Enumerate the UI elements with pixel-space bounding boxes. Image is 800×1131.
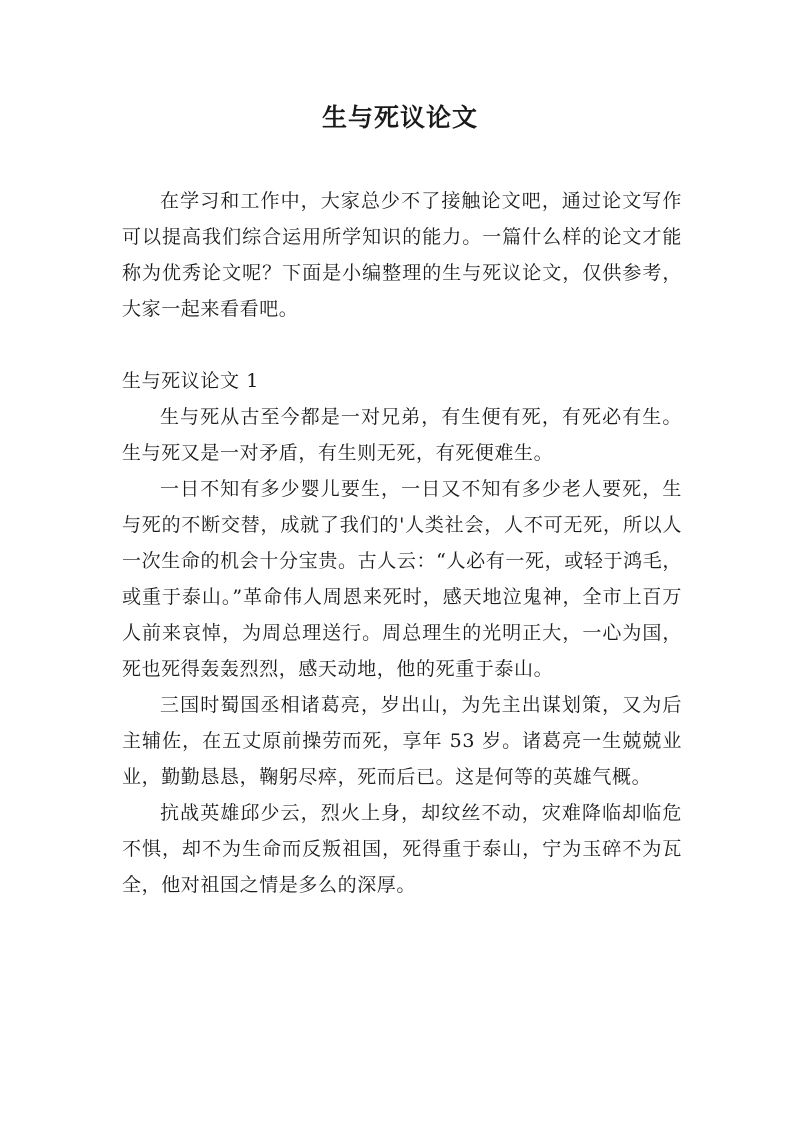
body-paragraph-2: 一日不知有多少婴儿要生，一日又不知有多少老人要死，生与死的不断交替，成就了我们的'人类社会，人不可无死，所以人一次生命的机会十分宝贵。古人云：“人必有一死，或轻于鸿毛，或重于泰山。”革命伟人周恩来死时，感天地泣鬼神，全市上百万人前来哀悼，为周总理送行。周总理生的光明正大，一心为国，死也死得轰轰烈烈，感天动地，他的死重于泰山。	[122, 478, 682, 680]
body-paragraph-3: 三国时蜀国丞相诸葛亮，岁出山，为先主出谋划策，又为后主辅佐，在五丈原前操劳而死，享年 53 岁。诸葛亮一生兢兢业业，勤勤恳恳，鞠躬尽瘁，死而后已。这是何等的英雄气概。	[122, 694, 682, 788]
section-heading: 生与死议论文 1	[122, 370, 259, 392]
page-title: 生与死议论文	[321, 103, 478, 132]
document-body	[122, 183, 682, 903]
intro-paragraph: 在学习和工作中，大家总少不了接触论文吧，通过论文写作可以提高我们综合运用所学知识的能力。一篇什么样的论文才能称为优秀论文呢？下面是小编整理的生与死议论文，仅供参考，大家一起来看看吧。	[122, 190, 682, 320]
body-paragraph-1: 生与死从古至今都是一对兄弟，有生便有死，有死必有生。生与死又是一对矛盾，有生则无死，有死便难生。	[122, 406, 682, 464]
body-paragraph-4: 抗战英雄邱少云，烈火上身，却纹丝不动，灾难降临却临危不惧，却不为生命而反叛祖国，死得重于泰山，宁为玉碎不为瓦全，他对祖国之情是多么的深厚。	[122, 802, 682, 896]
